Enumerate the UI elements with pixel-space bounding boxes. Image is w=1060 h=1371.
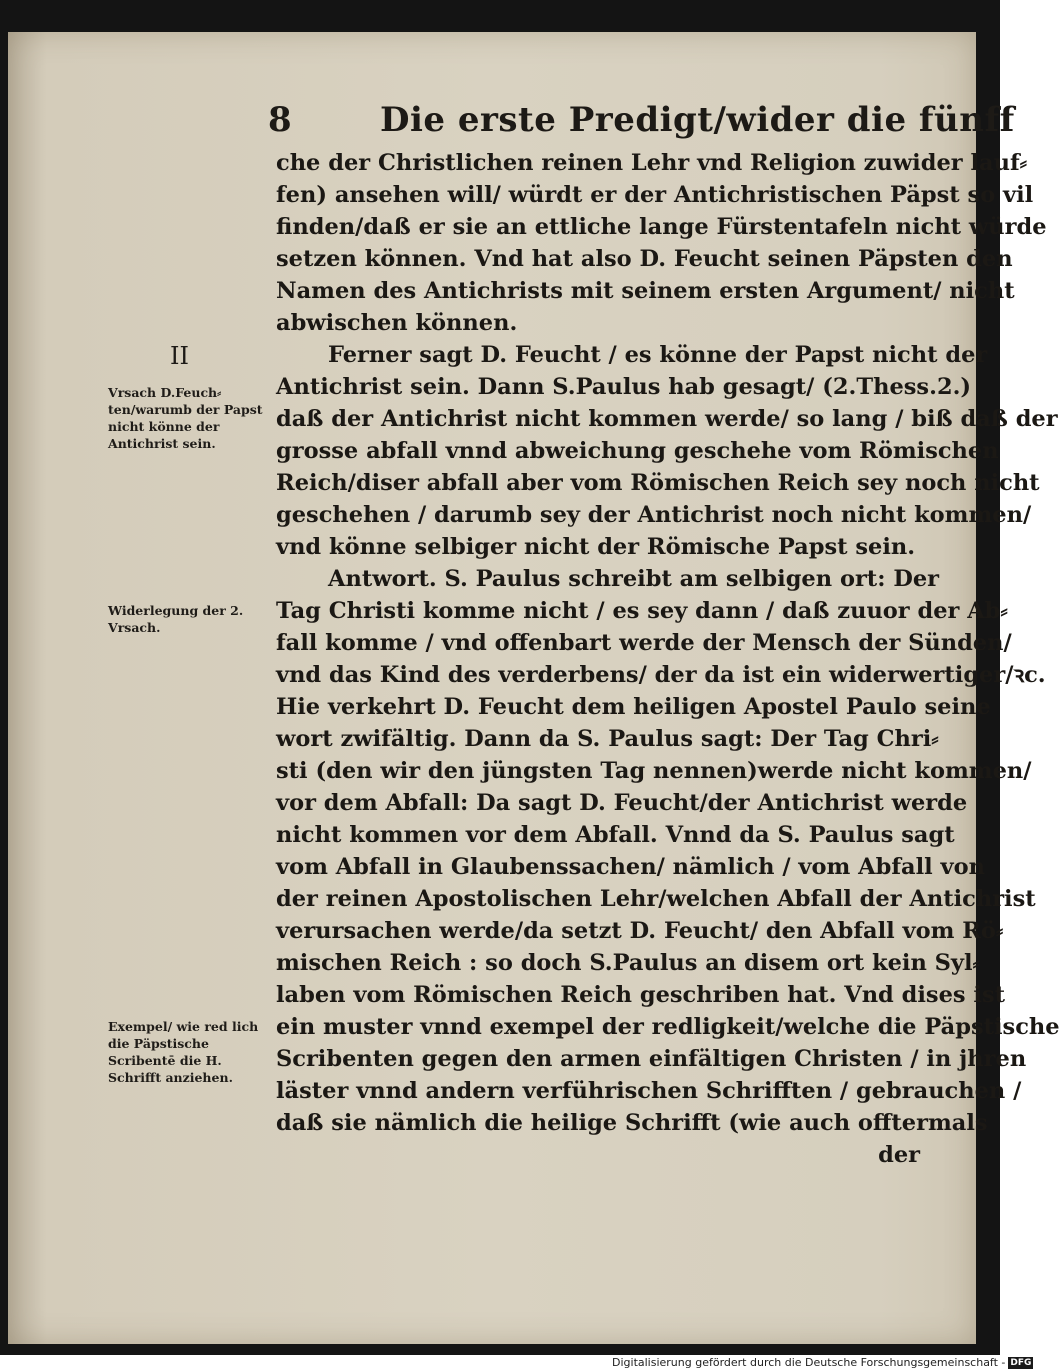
margin-note-example: Exempel/ wie red lich die Päpstische Scribentē die H. Schrifft anziehen. bbox=[108, 1019, 259, 1085]
text-line: Tag Christi komme nicht / es sey dann / daß zuuor der Ab⸗ bbox=[276, 598, 1008, 624]
text-line: Namen des Antichrists mit seinem ersten Argument/ nicht bbox=[276, 278, 1015, 304]
text-line: finden/daß er sie an ettliche lange Fürstentafeln nicht würde bbox=[276, 214, 1047, 240]
text-line: sti (den wir den jüngsten Tag nennen)werde nicht kommen/ bbox=[276, 758, 1032, 784]
text-line: vnd könne selbiger nicht der Römische Papst sein. bbox=[276, 534, 916, 560]
text-line: wort zwifältig. Dann da S. Paulus sagt: Der Tag Chri⸗ bbox=[276, 726, 939, 752]
text-line: Hie verkehrt D. Feucht dem heiligen Apostel Paulo seine bbox=[276, 694, 991, 720]
text-line: geschehen / darumb sey der Antichrist noch nicht kommen/ bbox=[276, 502, 1032, 528]
text-line: nicht kommen vor dem Abfall. Vnnd da S. Paulus sagt bbox=[276, 822, 955, 848]
body-text bbox=[276, 147, 1060, 1171]
margin-note-reason: Vrsach D.Feuch⸗ten/warumb der Papst nicht könne der Antichrist sein. bbox=[108, 385, 263, 451]
dfg-logo-icon: DFG bbox=[1010, 1358, 1032, 1368]
text-line: Antwort. S. Paulus schreibt am selbigen ort: Der bbox=[328, 566, 940, 592]
text-line: vor dem Abfall: Da sagt D. Feucht/der Antichrist werde bbox=[276, 790, 968, 816]
footer-text: Digitalisierung gefördert durch die Deutsche Forschungsgemeinschaft - bbox=[612, 1356, 1006, 1369]
text-line: vnd das Kind des verderbens/ der da ist ein widerwertiger/ꝛc. bbox=[276, 662, 1046, 688]
text-line: Antichrist sein. Dann S.Paulus hab gesagt/ (2.Thess.2.) bbox=[276, 374, 972, 400]
margin-note-refutation: Widerlegung der 2. Vrsach. bbox=[108, 603, 244, 635]
text-line: fen) ansehen will/ würdt er der Antichristischen Päpst so vil bbox=[276, 182, 1034, 208]
running-head: Die erste Predigt/wider die fünff bbox=[380, 100, 1015, 140]
text-line: laben vom Römischen Reich geschriben hat. Vnd dises ist bbox=[276, 982, 1005, 1008]
text-line: ein muster vnnd exempel der redligkeit/welche die Päpstische bbox=[276, 1014, 1060, 1040]
text-line: daß sie nämlich die heilige Schrifft (wie auch offtermals bbox=[276, 1110, 988, 1136]
page-header bbox=[268, 100, 1015, 144]
text-line: fall komme / vnd offenbart werde der Mensch der Sünden/ bbox=[276, 630, 1012, 656]
catchword: der bbox=[878, 1142, 920, 1168]
page-number: 8 bbox=[268, 100, 292, 140]
text-line: Ferner sagt D. Feucht / es könne der Papst nicht der bbox=[328, 342, 988, 368]
text-line: daß der Antichrist nicht kommen werde/ so lang / biß daß der bbox=[276, 406, 1058, 432]
text-line: setzen können. Vnd hat also D. Feucht seinen Päpsten den bbox=[276, 246, 1013, 272]
text-line: mischen Reich : so doch S.Paulus an disem ort kein Syl⸗ bbox=[276, 950, 981, 976]
text-line: verursachen werde/da setzt D. Feucht/ den Abfall vom Rö⸗ bbox=[276, 918, 1004, 944]
text-line: läster vnnd andern verführischen Schrifften / gebrauchen / bbox=[276, 1078, 1022, 1104]
text-line: Reich/diser abfall aber vom Römischen Reich sey noch nicht bbox=[276, 470, 1040, 496]
margin-section-number: II bbox=[170, 342, 189, 370]
text-line: der reinen Apostolischen Lehr/welchen Abfall der Antichrist bbox=[276, 886, 1036, 912]
text-line: che der Christlichen reinen Lehr vnd Religion zuwider lauf⸗ bbox=[276, 150, 1028, 176]
text-line: abwischen können. bbox=[276, 310, 518, 336]
digitization-credit bbox=[612, 1355, 1032, 1371]
text-line: vom Abfall in Glaubenssachen/ nämlich / vom Abfall von bbox=[276, 854, 985, 880]
text-line: grosse abfall vnnd abweichung geschehe vom Römischen bbox=[276, 438, 999, 464]
text-line: Scribenten gegen den armen einfältigen Christen / in jhren bbox=[276, 1046, 1027, 1072]
